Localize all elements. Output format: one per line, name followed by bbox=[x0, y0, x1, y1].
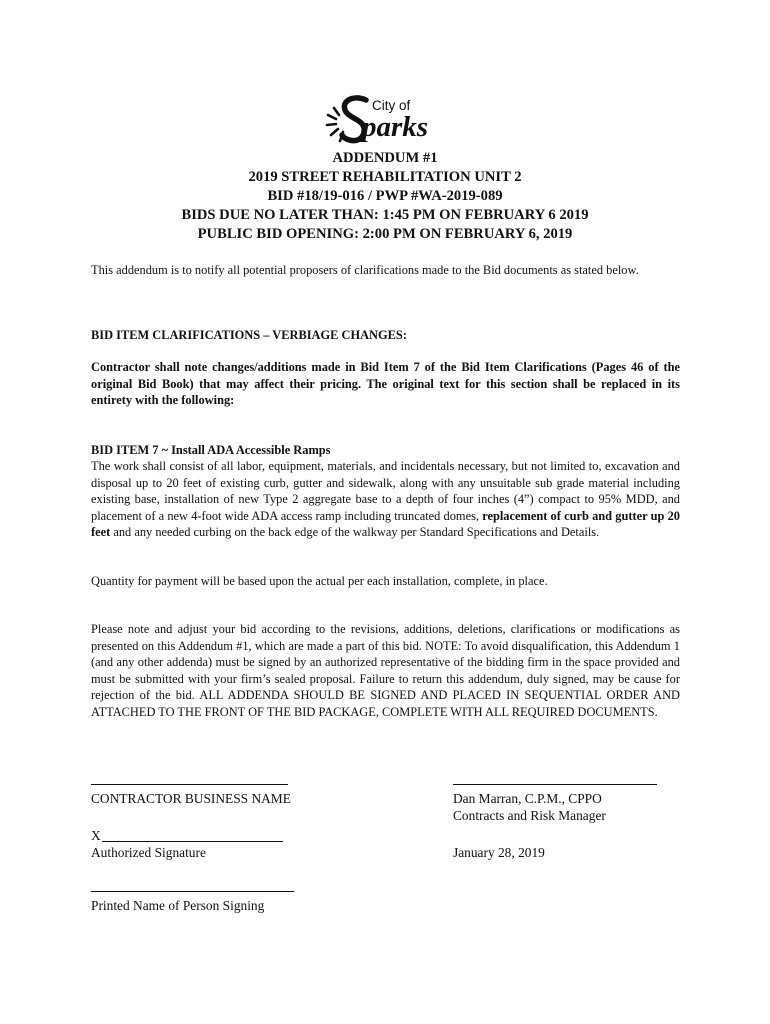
sparks-logo-mark-icon bbox=[322, 88, 452, 150]
official-name: Dan Marran, C.P.M., CPPO bbox=[453, 791, 602, 806]
authorized-signature-label: Authorized Signature bbox=[91, 845, 206, 860]
bid-item-heading: BID ITEM 7 ~ Install ADA Accessible Ramps bbox=[91, 443, 331, 457]
bids-due-deadline: BIDS DUE NO LATER THAN: 1:45 PM ON FEBRUARY 6 2019 bbox=[181, 207, 589, 223]
printed-name-label: Printed Name of Person Signing bbox=[91, 898, 265, 913]
bid-item-text-emphasis: replacement of curb and gutter up 20 feet bbox=[91, 508, 680, 540]
section-heading: BID ITEM CLARIFICATIONS – VERBIAGE CHANGES: bbox=[91, 328, 407, 342]
official-title: Contracts and Risk Manager bbox=[453, 808, 606, 823]
city-of-sparks-logo bbox=[322, 88, 452, 150]
quantity-paragraph: Quantity for payment will be based upon the actual per each installation, complete, in place. bbox=[91, 574, 548, 588]
authorized-signature-line[interactable] bbox=[102, 841, 283, 842]
contractor-business-name-label: CONTRACTOR BUSINESS NAME bbox=[91, 791, 291, 806]
contractor-note: Contractor shall note changes/additions made in Bid Item 7 of the Bid Item Clarifications (Pages 46 of the original Bid Book) that may affect their pricing. The original text for this section shall be replaced in its entirety with the following: bbox=[91, 360, 680, 408]
closing-paragraph: Please note and adjust your bid according to the revisions, additions, deletions, clarifications or modifications as presented on this Addendum #1, which are made a part of this bid. NOTE: To avoid disqualification, this Addendum 1 (and any other addenda) must be signed by an authorized representative of the bidding firm in the space provided and must be submitted with your firm’s sealed proposal. Failure to return this addendum, duly signed, may be cause for rejection of the bid. ALL ADDENDA SHOULD BE SIGNED AND PLACED IN SEQUENTIAL ORDER AND ATTACHED TO THE FRONT OF THE BID PACKAGE, COMPLETE WITH ALL REQUIRED DOCUMENTS. bbox=[91, 622, 680, 719]
addendum-header bbox=[0, 149, 770, 244]
official-signature-line bbox=[453, 784, 657, 785]
printed-name-line[interactable] bbox=[91, 891, 294, 892]
bid-item-text-start: The work shall consist of all labor, equipment, materials, and incidentals necessary, but not limited to, excavation and disposal up to 20 feet of existing curb, gutter and sidewalk, along with any unsuitable sub grade material including existing base, installation of new Type 2 aggregate base to a depth of four inches (4”) compact to 95% MDD, and placement of a new 4-foot wide ADA access ramp including truncated domes, bbox=[91, 459, 680, 523]
project-name: 2019 STREET REHABILITATION UNIT 2 bbox=[248, 169, 522, 185]
addendum-date: January 28, 2019 bbox=[453, 845, 545, 860]
intro-paragraph: This addendum is to notify all potential proposers of clarifications made to the Bid documents as stated below. bbox=[91, 263, 639, 277]
bid-number: BID #18/19-016 / PWP #WA-2019-089 bbox=[267, 188, 503, 204]
svg-text:parks: parks bbox=[362, 111, 429, 143]
logo-city-of-text: City of bbox=[372, 98, 411, 113]
bid-item-text-end: and any needed curbing on the back edge of the walkway per Standard Specifications and Details. bbox=[110, 525, 600, 540]
public-bid-opening: PUBLIC BID OPENING: 2:00 PM ON FEBRUARY 6, 2019 bbox=[197, 226, 573, 242]
bid-item-description bbox=[91, 458, 680, 541]
signature-x-mark: X bbox=[91, 828, 101, 843]
contractor-business-name-line[interactable] bbox=[91, 784, 288, 785]
addendum-title: ADDENDUM #1 bbox=[332, 150, 438, 166]
